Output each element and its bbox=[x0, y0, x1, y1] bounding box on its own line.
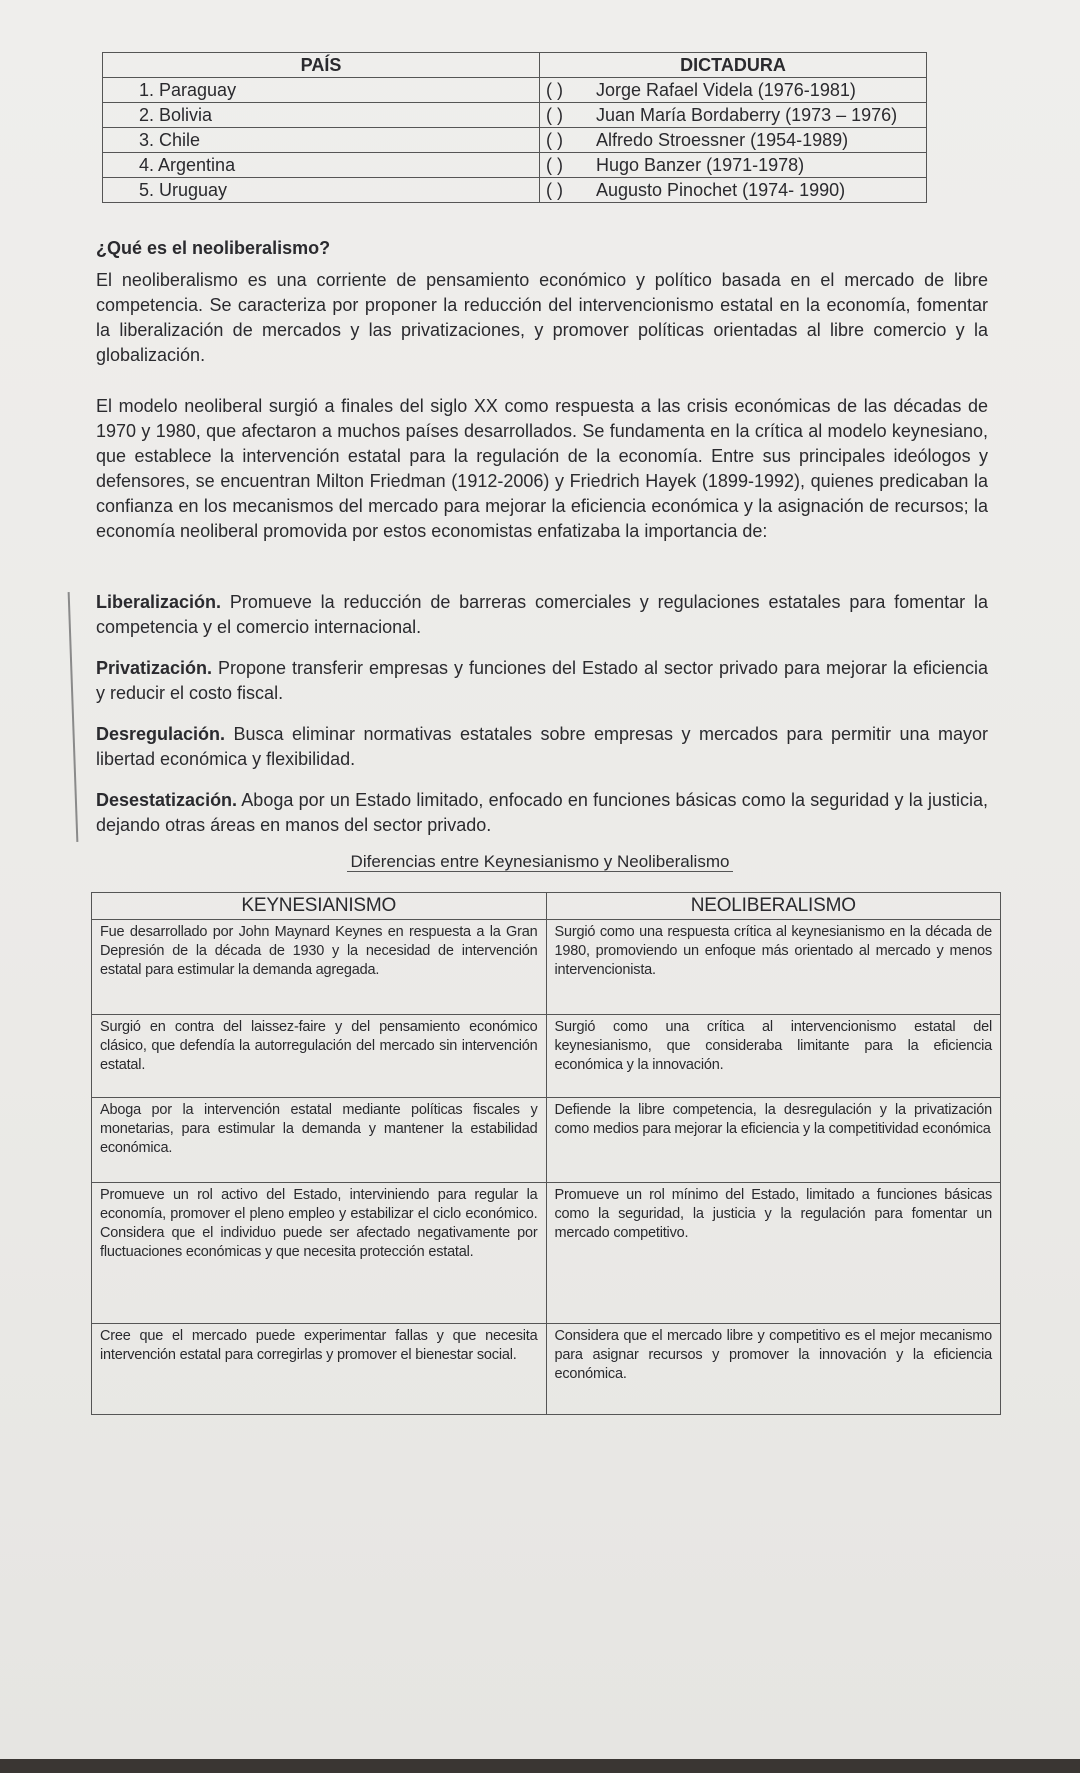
answer-blank[interactable]: ( ) bbox=[546, 154, 563, 175]
comparison-caption bbox=[0, 852, 1080, 872]
dictatorship-cell bbox=[540, 103, 927, 128]
section-heading: ¿Qué es el neoliberalismo? bbox=[96, 238, 331, 258]
table-row bbox=[103, 153, 927, 178]
country-cell: 1. Paraguay bbox=[103, 78, 540, 103]
concept-term: Privatización. bbox=[96, 658, 213, 678]
comparison-table bbox=[91, 892, 1001, 1415]
answer-blank[interactable]: ( ) bbox=[546, 79, 563, 100]
answer-blank[interactable]: ( ) bbox=[546, 179, 563, 200]
answer-blank[interactable]: ( ) bbox=[546, 129, 563, 150]
column-header-keynesianism: KEYNESIANISMO bbox=[92, 893, 547, 920]
dictatorship-cell bbox=[540, 128, 927, 153]
table-row bbox=[103, 128, 927, 153]
dictatorship-name: Alfredo Stroessner (1954-1989) bbox=[596, 129, 849, 150]
neoliberalism-cell: Surgió como una crítica al intervencionismo estatal del keynesianismo, que consideraba limitante para la eficiencia económica y la innovación. bbox=[546, 1015, 1001, 1098]
photo-bottom-edge bbox=[0, 1759, 1080, 1773]
dictatorship-name: Hugo Banzer (1971-1978) bbox=[596, 154, 805, 175]
concept-deregulation bbox=[96, 722, 988, 772]
dictatorship-name: Augusto Pinochet (1974- 1990) bbox=[596, 179, 846, 200]
concept-text: Busca eliminar normativas estatales sobre empresas y mercados para permitir una mayor libertad económica y flexibilidad. bbox=[96, 724, 988, 769]
dictatorship-cell bbox=[540, 178, 927, 203]
keynesianism-cell: Fue desarrollado por John Maynard Keynes en respuesta a la Gran Depresión de la década de 1930 y la necesidad de intervención estatal para estimular la demanda agregada. bbox=[92, 920, 547, 1015]
answer-blank[interactable]: ( ) bbox=[546, 104, 563, 125]
column-header-country: PAÍS bbox=[103, 53, 540, 78]
keynesianism-cell: Aboga por la intervención estatal mediante políticas fiscales y monetarias, para estimular la demanda y mantener la estabilidad económica. bbox=[92, 1098, 547, 1183]
dictatorship-name: Jorge Rafael Videla (1976-1981) bbox=[596, 79, 856, 100]
concept-privatization bbox=[96, 656, 988, 706]
neoliberalism-cell: Defiende la libre competencia, la desregulación y la privatización como medios para mejorar la eficiencia y la competitividad económica bbox=[546, 1098, 1001, 1183]
paragraph-origin: El modelo neoliberal surgió a finales del siglo XX como respuesta a las crisis económicas de las décadas de 1970 y 1980, que afectaron a muchos países desarrollados. Se fundamenta en la crítica al modelo keynesiano, que establece la intervención estatal para la regulación de la economía. Entre sus principales ideólogos y defensores, se encuentran Milton Friedman (1912-2006) y Friedrich Hayek (1899-1992), quienes predicaban la confianza en los mecanismos del mercado para mejorar la eficiencia económica y la asignación de recursos; la economía neoliberal promovida por estos economistas enfatizaba la importancia de: bbox=[96, 396, 988, 541]
table-row bbox=[103, 103, 927, 128]
concept-text: Promueve la reducción de barreras comerciales y regulaciones estatales para fomentar la competencia y el comercio internacional. bbox=[96, 592, 988, 637]
keynesianism-cell: Promueve un rol activo del Estado, interviniendo para regular la economía, promover el pleno empleo y estabilizar el ciclo económico. Considera que el individuo puede ser afectado negativamente por fluctuaciones económicas y que necesita protección estatal. bbox=[92, 1183, 547, 1324]
keynesianism-cell: Surgió en contra del laissez-faire y del pensamiento económico clásico, que defendía la autorregulación del mercado sin intervención estatal. bbox=[92, 1015, 547, 1098]
neoliberalism-cell: Promueve un rol mínimo del Estado, limitado a funciones básicas como la seguridad, la justicia y la regulación para fomentar un mercado competitivo. bbox=[546, 1183, 1001, 1324]
table-row bbox=[92, 1183, 1001, 1324]
table-row bbox=[92, 1324, 1001, 1415]
table-row bbox=[103, 78, 927, 103]
dictatorship-cell bbox=[540, 78, 927, 103]
country-cell: 2. Bolivia bbox=[103, 103, 540, 128]
country-dictatorship-match-table bbox=[102, 52, 927, 203]
concept-text: Propone transferir empresas y funciones del Estado al sector privado para mejorar la eficiencia y reducir el costo fiscal. bbox=[96, 658, 988, 703]
caption-text: Diferencias entre Keynesianismo y Neoliberalismo bbox=[347, 852, 734, 872]
paragraph-definition: El neoliberalismo es una corriente de pensamiento económico y político basada en el mercado de libre competencia. Se caracteriza por proponer la reducción del intervencionismo estatal en la economía, fomentar la liberalización de mercados y las privatizaciones, y promover políticas orientadas al libre comercio y la globalización. bbox=[96, 270, 988, 365]
concept-term: Liberalización. bbox=[96, 592, 222, 612]
country-cell: 5. Uruguay bbox=[103, 178, 540, 203]
concept-liberalization bbox=[96, 590, 988, 640]
dictatorship-cell bbox=[540, 153, 927, 178]
table-row bbox=[92, 1015, 1001, 1098]
table-header-row bbox=[103, 53, 927, 78]
concept-text: Aboga por un Estado limitado, enfocado en funciones básicas como la seguridad y la justicia, dejando otras áreas en manos del sector privado. bbox=[96, 790, 988, 835]
column-header-dictatorship: DICTADURA bbox=[540, 53, 927, 78]
keynesianism-cell: Cree que el mercado puede experimentar fallas y que necesita intervención estatal para corregirlas y promover el bienestar social. bbox=[92, 1324, 547, 1415]
table-row bbox=[92, 920, 1001, 1015]
neoliberalism-cell: Surgió como una respuesta crítica al keynesianismo en la década de 1980, promoviendo un enfoque más orientado al mercado y menos intervencionista. bbox=[546, 920, 1001, 1015]
concept-term: Desestatización. bbox=[96, 790, 238, 810]
country-cell: 4. Argentina bbox=[103, 153, 540, 178]
concept-destatization bbox=[96, 788, 988, 838]
country-cell: 3. Chile bbox=[103, 128, 540, 153]
neoliberalism-cell: Considera que el mercado libre y competitivo es el mejor mecanismo para asignar recursos y promover la innovación y la eficiencia económica. bbox=[546, 1324, 1001, 1415]
dictatorship-name: Juan María Bordaberry (1973 – 1976) bbox=[596, 104, 898, 125]
column-header-neoliberalism: NEOLIBERALISMO bbox=[546, 893, 1001, 920]
table-row bbox=[92, 1098, 1001, 1183]
concept-term: Desregulación. bbox=[96, 724, 226, 744]
table-header-row bbox=[92, 893, 1001, 920]
table-row bbox=[103, 178, 927, 203]
